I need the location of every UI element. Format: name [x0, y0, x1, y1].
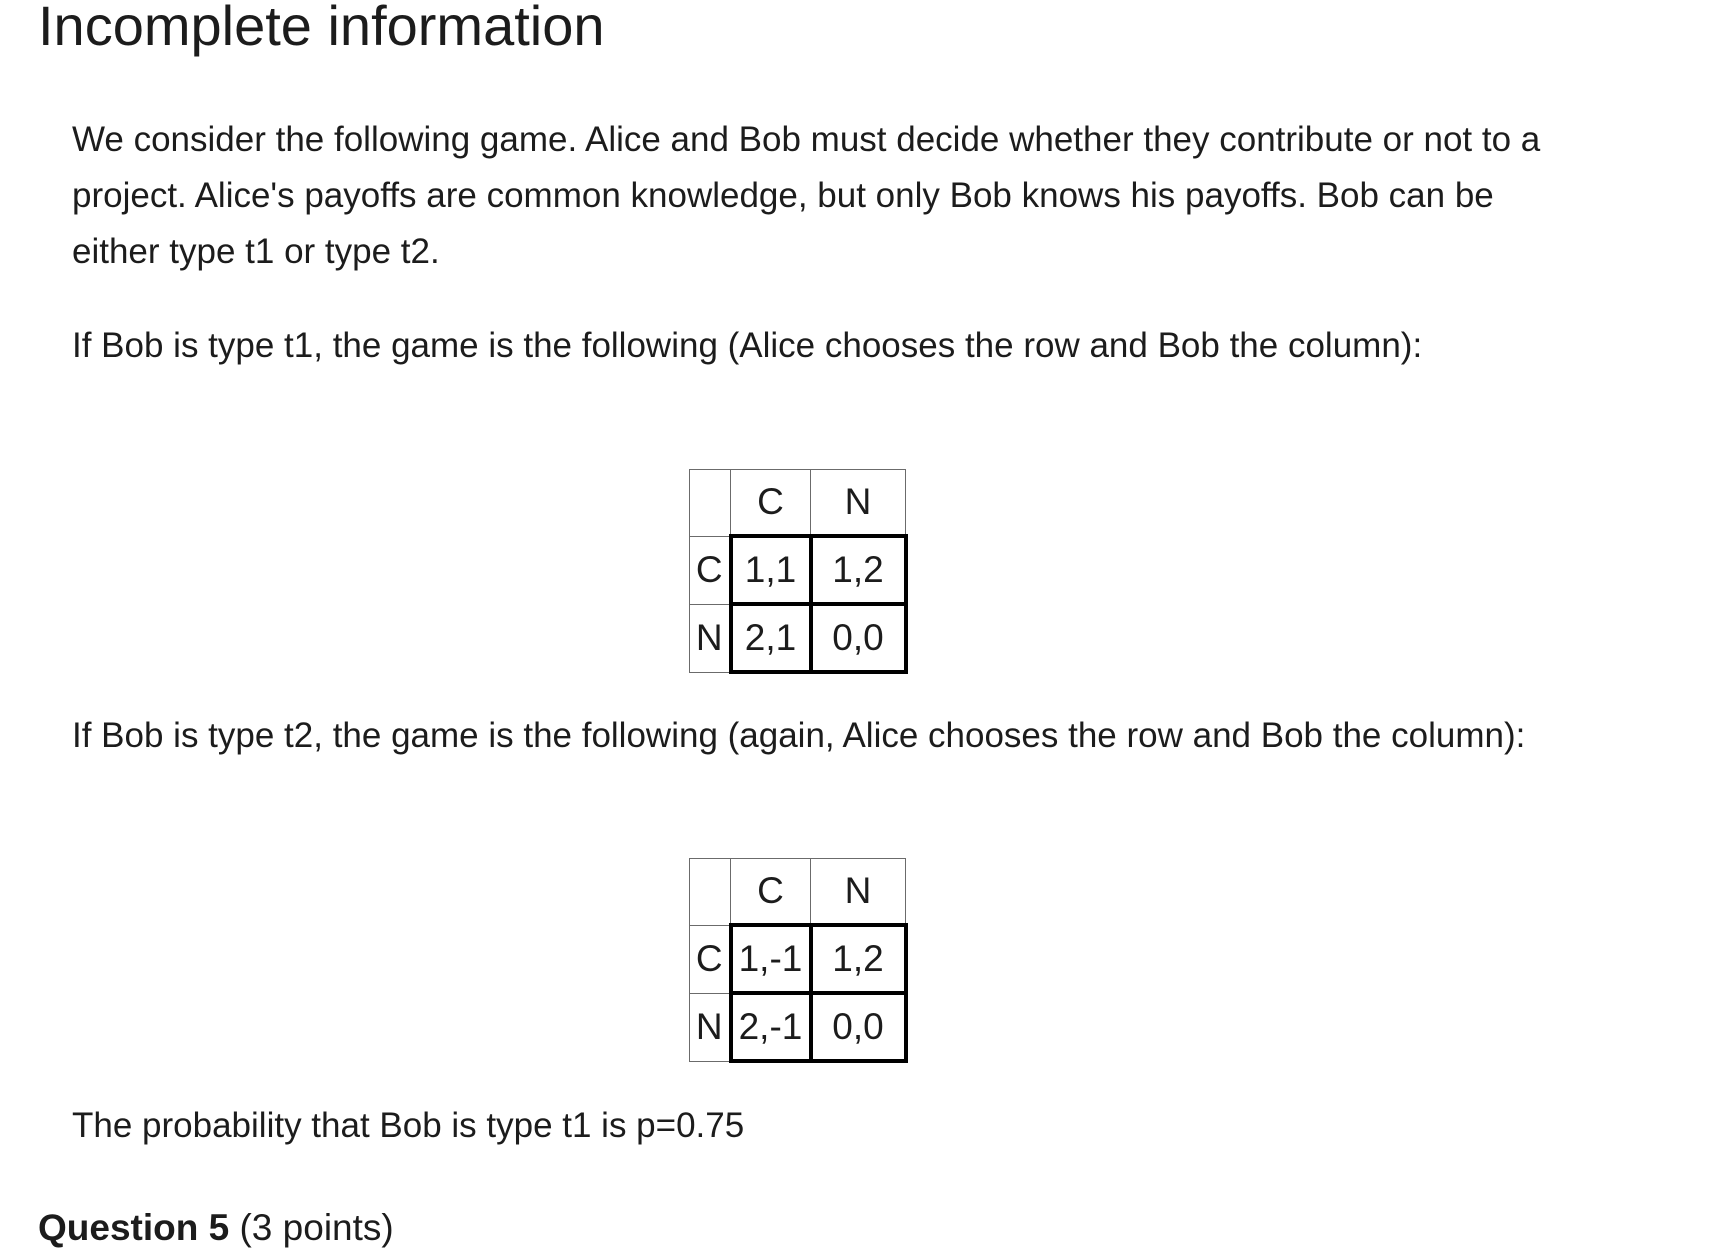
column-header: C	[731, 470, 811, 537]
row-header: C	[690, 536, 731, 604]
payoff-cell: 0,0	[811, 604, 906, 672]
table-row	[690, 536, 906, 604]
table-header-row	[690, 470, 906, 537]
table-row	[690, 993, 906, 1061]
corner-cell	[690, 859, 731, 926]
intro-paragraph: We consider the following game. Alice and Bob must decide whether they contribute or not to a project. Alice's payoffs are common knowledge, but only Bob knows his payoffs. Bob can be either type t1 or type t2.	[72, 120, 1541, 271]
payoff-cell: 2,-1	[731, 993, 811, 1061]
row-header: C	[690, 925, 731, 993]
payoff-cell: 1,1	[731, 536, 811, 604]
table-row	[690, 925, 906, 993]
type1-intro-paragraph: If Bob is type t1, the game is the following (Alice chooses the row and Bob the column):	[72, 326, 1423, 365]
payoff-table-type2	[689, 858, 908, 1063]
column-header: N	[811, 470, 906, 537]
question-points: (3 points)	[239, 1207, 394, 1248]
probability-statement: The probability that Bob is type t1 is p=0.75	[72, 1106, 745, 1145]
corner-cell	[690, 470, 731, 537]
payoff-cell: 2,1	[731, 604, 811, 672]
table-row	[690, 604, 906, 672]
question-label: Question 5	[38, 1207, 230, 1248]
payoff-cell: 1,-1	[731, 925, 811, 993]
column-header: C	[731, 859, 811, 926]
payoff-table-type1	[689, 469, 908, 674]
payoff-cell: 1,2	[811, 536, 906, 604]
type2-intro-paragraph: If Bob is type t2, the game is the following (again, Alice chooses the row and Bob the column):	[72, 716, 1526, 755]
row-header: N	[690, 604, 731, 672]
payoff-cell: 0,0	[811, 993, 906, 1061]
payoff-cell: 1,2	[811, 925, 906, 993]
question-heading	[38, 1200, 394, 1256]
column-header: N	[811, 859, 906, 926]
row-header: N	[690, 993, 731, 1061]
page-title: Incomplete information	[38, 0, 605, 57]
table-header-row	[690, 859, 906, 926]
